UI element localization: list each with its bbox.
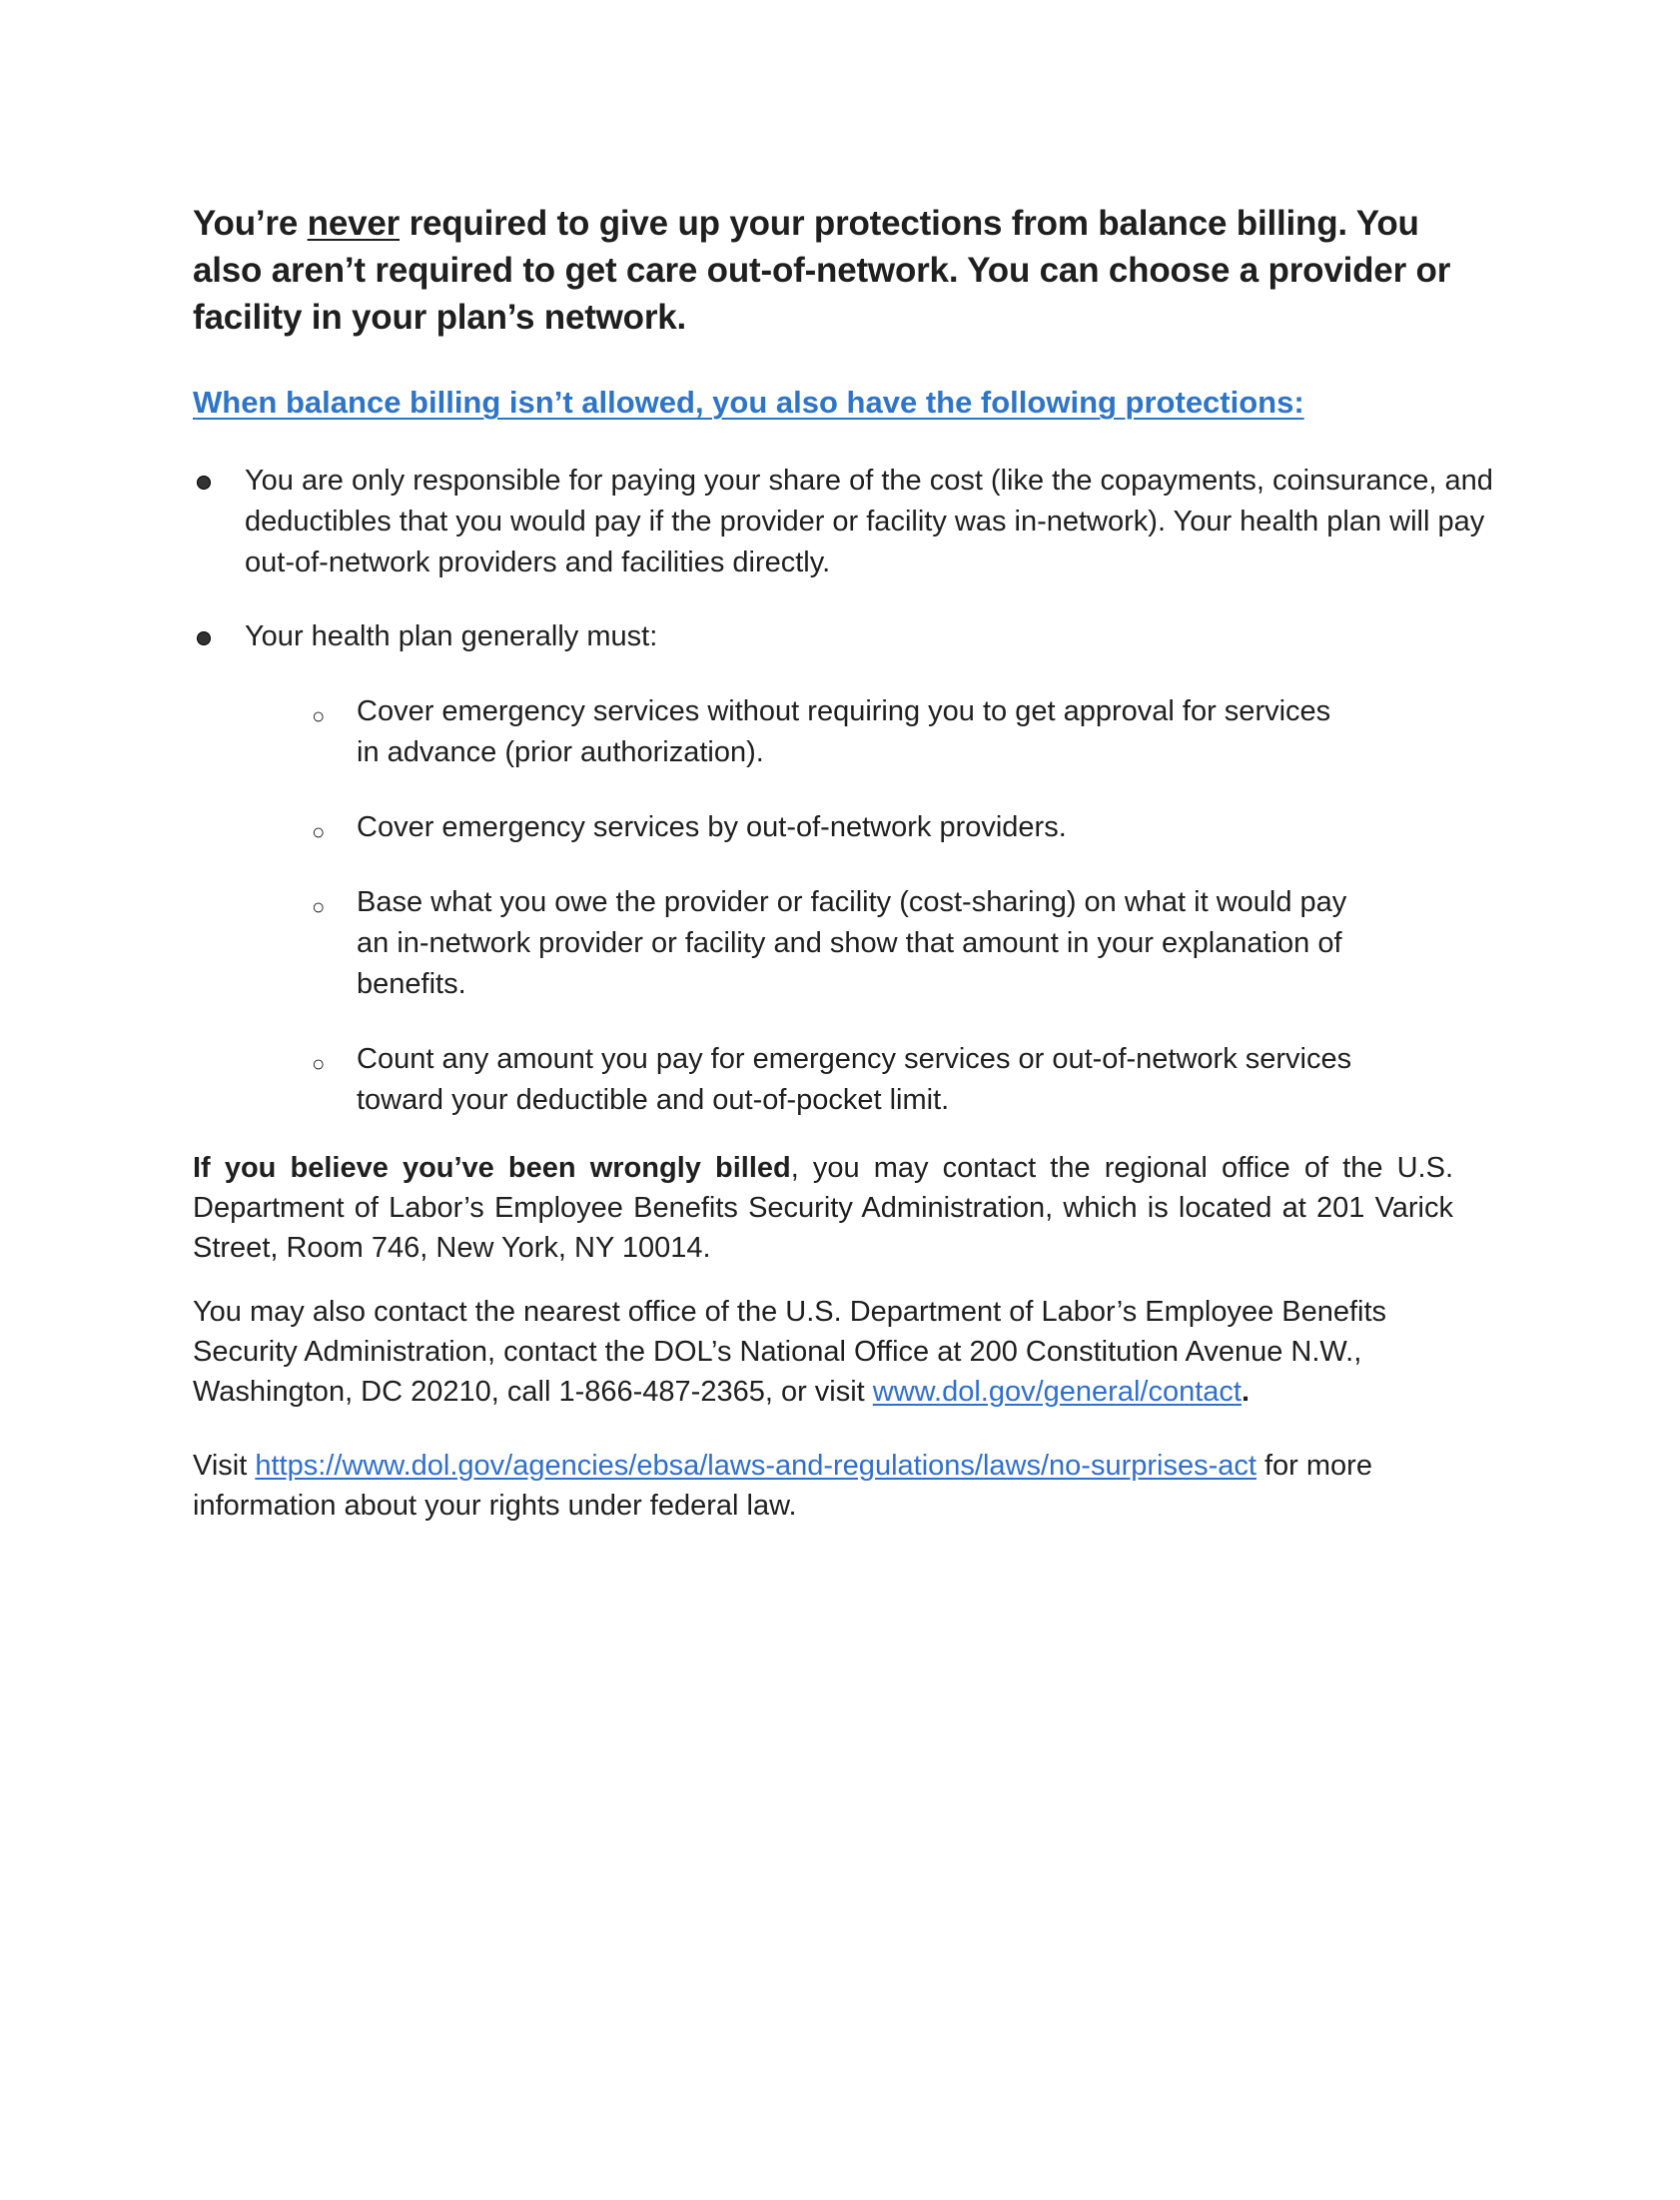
protection-text: You are only responsible for paying your share of the cost (like the copayments, coinsurance, and deductibles that you would pay if the provider or facility was in-network). Your health plan will pay out-of-network providers and facilities directly.: [245, 465, 1493, 578]
dol-contact-link[interactable]: www.dol.gov/general/contact: [872, 1376, 1242, 1408]
contact-period: .: [1241, 1376, 1251, 1408]
contact-paragraph: [193, 1292, 1453, 1412]
protection-item: [193, 461, 1503, 583]
visit-paragraph: [193, 1446, 1453, 1526]
hollow-bullet-icon: ○: [312, 819, 326, 844]
lead-part-2: required to give up your protections from balance billing. You also aren’t required to get care out-of-network. You can choose a provider or facility in your plan’s network.: [193, 204, 1451, 337]
bullet-icon: [197, 476, 211, 490]
protection-item: [193, 616, 1503, 1121]
lead-part-1: You’re: [193, 204, 308, 243]
requirement-item: [312, 691, 1355, 773]
no-surprises-act-link[interactable]: https://www.dol.gov/agencies/ebsa/laws-and-regulations/laws/no-surprises-act: [255, 1450, 1257, 1482]
lead-statement: [193, 200, 1491, 341]
wrongly-billed-text: , you may contact the regional office of the U.S. Department of Labor’s Employee Benefits Security Administration, which is located at 201 Varick Street, Room 746, New York, NY 10014.: [193, 1152, 1453, 1264]
bullet-icon: [197, 631, 211, 645]
protections-heading: When balance billing isn’t allowed, you also have the following protections:: [193, 385, 1304, 420]
requirement-text: Count any amount you pay for emergency services or out-of-network services toward your deductible and out-of-pocket limit.: [357, 1043, 1352, 1116]
wrongly-billed-lead: If you believe you’ve been wrongly billed: [193, 1152, 791, 1184]
requirement-text: Base what you owe the provider or facility (cost-sharing) on what it would pay an in-network provider or facility and show that amount in your explanation of benefits.: [357, 886, 1347, 1000]
requirement-item: [312, 807, 1355, 848]
plan-requirements-list: [245, 691, 1503, 1121]
visit-suffix: for more information about your rights under federal law.: [193, 1450, 1372, 1522]
lead-emphasis: never: [307, 204, 401, 243]
requirement-text: Cover emergency services without requiring you to get approval for services in advance (prior authorization).: [357, 695, 1331, 768]
protections-list: [193, 461, 1491, 1121]
visit-prefix: Visit: [193, 1450, 256, 1482]
hollow-bullet-icon: ○: [312, 703, 326, 728]
contact-text: You may also contact the nearest office of the U.S. Department of Labor’s Employee Benefits Security Administration, contact the DOL’s National Office at 200 Constitution Avenue N.W., Washington, DC 20210, call 1-866-487-2365, or visit: [193, 1296, 1387, 1408]
hollow-bullet-icon: ○: [312, 1051, 326, 1076]
requirement-item: [312, 882, 1355, 1005]
requirement-item: [312, 1039, 1355, 1121]
wrongly-billed-paragraph: [193, 1148, 1453, 1268]
protection-text: Your health plan generally must:: [245, 620, 658, 652]
hollow-bullet-icon: ○: [312, 894, 326, 919]
document-page: [193, 200, 1491, 1550]
requirement-text: Cover emergency services by out-of-network providers.: [357, 811, 1067, 843]
